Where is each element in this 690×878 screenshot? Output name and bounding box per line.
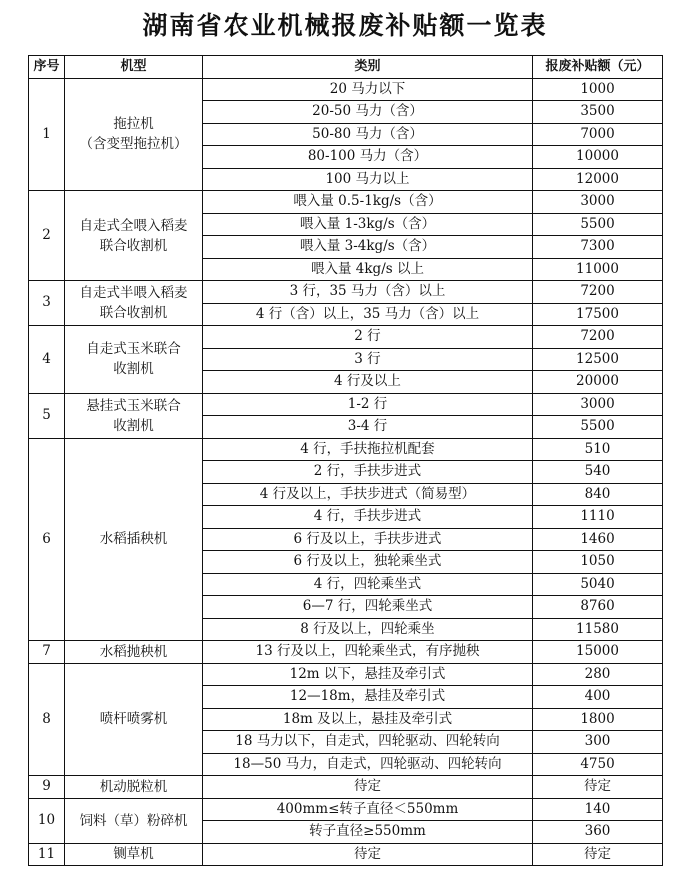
header-row	[29, 56, 663, 79]
header-subsidy-amount: 报废补贴额（元）	[533, 56, 663, 79]
table-row	[29, 843, 663, 866]
category-cell: 6—7 行，四轮乘坐式	[203, 596, 533, 619]
category-cell: 18—50 马力，自走式，四轮驱动、四轮转向	[203, 753, 533, 776]
category-cell: 待定	[203, 776, 533, 799]
row-number: 6	[29, 438, 65, 641]
subsidy-amount-cell: 7200	[533, 326, 663, 349]
subsidy-amount-cell: 1050	[533, 551, 663, 574]
subsidy-amount-cell: 7200	[533, 281, 663, 304]
category-cell: 18m 及以上，悬挂及牵引式	[203, 708, 533, 731]
row-number: 3	[29, 281, 65, 326]
subsidy-amount-cell: 待定	[533, 843, 663, 866]
category-cell: 50-80 马力（含）	[203, 123, 533, 146]
subsidy-amount-cell: 540	[533, 461, 663, 484]
subsidy-amount-cell: 3500	[533, 101, 663, 124]
category-cell: 8 行及以上，四轮乘坐	[203, 618, 533, 641]
category-cell: 18 马力以下，自走式，四轮驱动、四轮转向	[203, 731, 533, 754]
subsidy-amount-cell: 3000	[533, 393, 663, 416]
row-number: 8	[29, 663, 65, 776]
category-cell: 喂入量 0.5-1kg/s（含）	[203, 191, 533, 214]
category-cell: 3 行	[203, 348, 533, 371]
table-row	[29, 281, 663, 304]
header-no: 序号	[29, 56, 65, 79]
category-cell: 20-50 马力（含）	[203, 101, 533, 124]
subsidy-amount-cell: 5040	[533, 573, 663, 596]
subsidy-amount-cell: 1110	[533, 506, 663, 529]
category-cell: 20 马力以下	[203, 78, 533, 101]
page-title: 湖南省农业机械报废补贴额一览表	[142, 11, 548, 40]
table-row	[29, 776, 663, 799]
category-cell: 80-100 马力（含）	[203, 146, 533, 169]
row-number: 7	[29, 641, 65, 664]
subsidy-amount-cell: 11580	[533, 618, 663, 641]
subsidy-amount-cell: 待定	[533, 776, 663, 799]
subsidy-amount-cell: 12000	[533, 168, 663, 191]
row-number: 10	[29, 798, 65, 843]
machine-type: 自走式半喂入稻麦 联合收割机	[65, 281, 203, 326]
category-cell: 喂入量 3-4kg/s（含）	[203, 236, 533, 259]
category-cell: 3 行，35 马力（含）以上	[203, 281, 533, 304]
machine-type: 铡草机	[65, 843, 203, 866]
machine-type: 饲料（草）粉碎机	[65, 798, 203, 843]
category-cell: 4 行及以上，手扶步进式（简易型）	[203, 483, 533, 506]
category-cell: 转子直径≥550mm	[203, 821, 533, 844]
table-row	[29, 191, 663, 214]
category-cell: 4 行及以上	[203, 371, 533, 394]
subsidy-amount-cell: 11000	[533, 258, 663, 281]
category-cell: 3-4 行	[203, 416, 533, 439]
category-cell: 喂入量 1-3kg/s（含）	[203, 213, 533, 236]
header-category: 类别	[203, 56, 533, 79]
subsidy-amount-cell: 17500	[533, 303, 663, 326]
subsidy-amount-cell: 7000	[533, 123, 663, 146]
category-cell: 6 行及以上，独轮乘坐式	[203, 551, 533, 574]
table-row	[29, 798, 663, 821]
table-row	[29, 393, 663, 416]
subsidy-amount-cell: 5500	[533, 416, 663, 439]
row-number: 2	[29, 191, 65, 281]
machine-type: 拖拉机 （含变型拖拉机）	[65, 78, 203, 191]
subsidy-table	[28, 55, 663, 866]
subsidy-amount-cell: 5500	[533, 213, 663, 236]
subsidy-amount-cell: 140	[533, 798, 663, 821]
category-cell: 12—18m，悬挂及牵引式	[203, 686, 533, 709]
subsidy-amount-cell: 360	[533, 821, 663, 844]
machine-type: 水稻抛秧机	[65, 641, 203, 664]
category-cell: 1-2 行	[203, 393, 533, 416]
subsidy-amount-cell: 510	[533, 438, 663, 461]
category-cell: 待定	[203, 843, 533, 866]
table-row	[29, 641, 663, 664]
row-number: 9	[29, 776, 65, 799]
subsidy-amount-cell: 840	[533, 483, 663, 506]
subsidy-amount-cell: 300	[533, 731, 663, 754]
category-cell: 13 行及以上，四轮乘坐式，有序抛秧	[203, 641, 533, 664]
machine-type: 自走式全喂入稻麦 联合收割机	[65, 191, 203, 281]
subsidy-amount-cell: 4750	[533, 753, 663, 776]
table-body	[29, 78, 663, 866]
category-cell: 4 行（含）以上，35 马力（含）以上	[203, 303, 533, 326]
category-cell: 2 行，手扶步进式	[203, 461, 533, 484]
table-row	[29, 78, 663, 101]
subsidy-amount-cell: 1800	[533, 708, 663, 731]
row-number: 5	[29, 393, 65, 438]
category-cell: 400mm≤转子直径＜550mm	[203, 798, 533, 821]
subsidy-amount-cell: 7300	[533, 236, 663, 259]
category-cell: 6 行及以上，手扶步进式	[203, 528, 533, 551]
category-cell: 4 行，手扶拖拉机配套	[203, 438, 533, 461]
table-row	[29, 438, 663, 461]
category-cell: 4 行，四轮乘坐式	[203, 573, 533, 596]
row-number: 1	[29, 78, 65, 191]
machine-type: 机动脱粒机	[65, 776, 203, 799]
subsidy-amount-cell: 280	[533, 663, 663, 686]
table-row	[29, 326, 663, 349]
header-machine-type: 机型	[65, 56, 203, 79]
subsidy-amount-cell: 8760	[533, 596, 663, 619]
machine-type: 悬挂式玉米联合 收割机	[65, 393, 203, 438]
subsidy-amount-cell: 1000	[533, 78, 663, 101]
machine-type: 自走式玉米联合 收割机	[65, 326, 203, 394]
subsidy-amount-cell: 3000	[533, 191, 663, 214]
row-number: 11	[29, 843, 65, 866]
subsidy-amount-cell: 15000	[533, 641, 663, 664]
machine-type: 水稻插秧机	[65, 438, 203, 641]
category-cell: 12m 以下，悬挂及牵引式	[203, 663, 533, 686]
table-row	[29, 663, 663, 686]
subsidy-amount-cell: 1460	[533, 528, 663, 551]
category-cell: 2 行	[203, 326, 533, 349]
subsidy-amount-cell: 10000	[533, 146, 663, 169]
row-number: 4	[29, 326, 65, 394]
subsidy-amount-cell: 400	[533, 686, 663, 709]
category-cell: 100 马力以上	[203, 168, 533, 191]
category-cell: 喂入量 4kg/s 以上	[203, 258, 533, 281]
category-cell: 4 行，手扶步进式	[203, 506, 533, 529]
subsidy-amount-cell: 12500	[533, 348, 663, 371]
subsidy-amount-cell: 20000	[533, 371, 663, 394]
machine-type: 喷杆喷雾机	[65, 663, 203, 776]
